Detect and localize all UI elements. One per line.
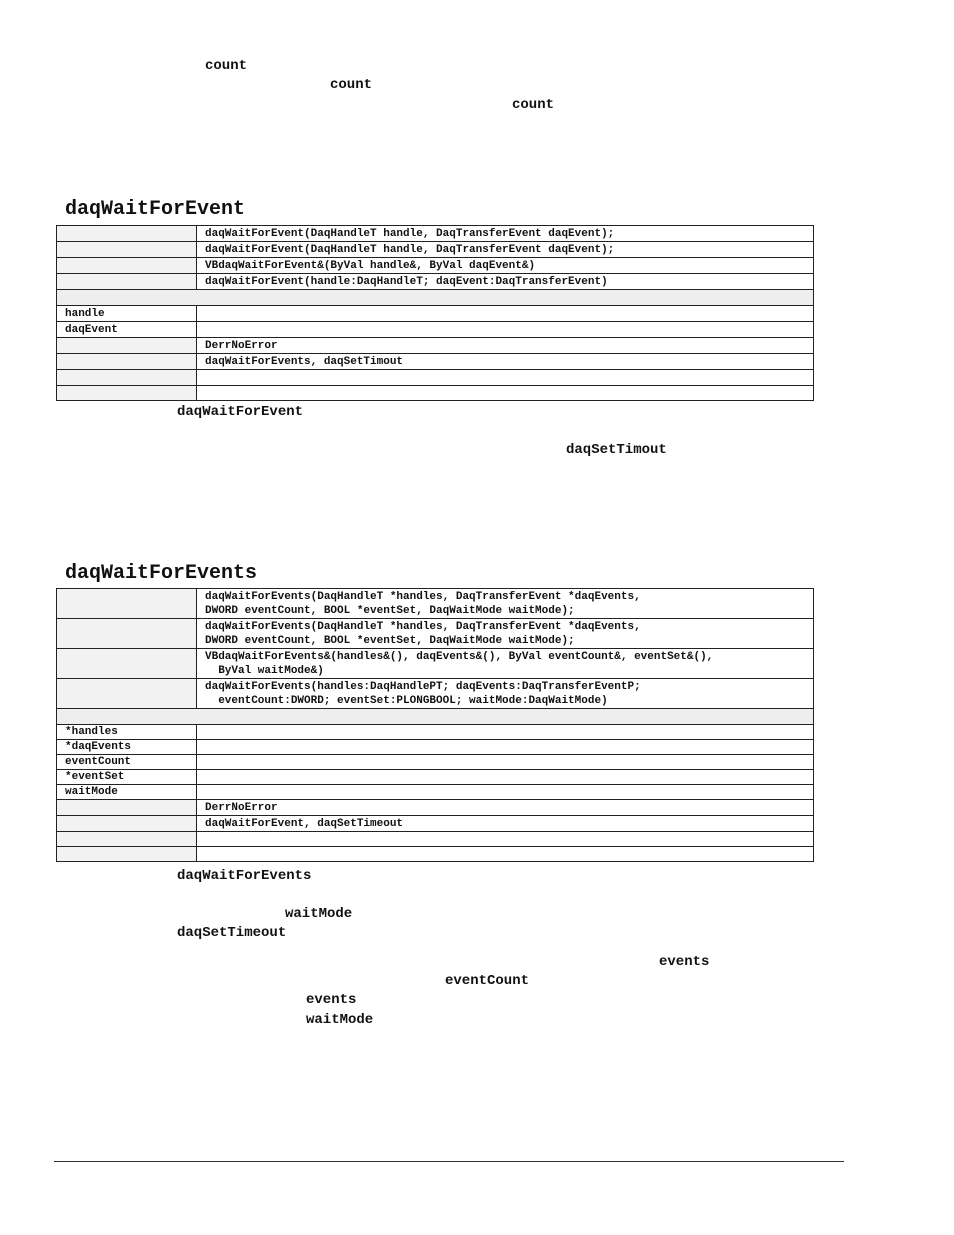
table-separator-row	[57, 290, 814, 306]
table-row	[57, 370, 814, 386]
row-label	[57, 649, 197, 679]
row-label	[57, 847, 197, 862]
table-row	[57, 679, 814, 709]
table-row	[57, 832, 814, 847]
table-row	[57, 619, 814, 649]
table-row	[57, 258, 814, 274]
row-label	[57, 816, 197, 832]
row-value	[197, 386, 814, 401]
row-label	[57, 226, 197, 242]
row-value: DerrNoError	[197, 800, 814, 816]
row-label	[57, 338, 197, 354]
row-value	[197, 370, 814, 386]
row-value	[197, 322, 814, 338]
param-label-eventCount: eventCount	[57, 755, 197, 770]
body-term-daqWaitForEvent: daqWaitForEvent	[177, 404, 304, 420]
body-term-daqSetTimout: daqSetTimout	[566, 442, 667, 458]
table-row	[57, 386, 814, 401]
body-term-daqWaitForEvents: daqWaitForEvents	[177, 868, 312, 884]
row-value	[197, 725, 814, 740]
row-value: daqWaitForEvent(handle:DaqHandleT; daqEvent:DaqTransferEvent)	[197, 274, 814, 290]
row-value	[197, 755, 814, 770]
body-term-waitMode-1: waitMode	[285, 906, 353, 922]
intro-term-count-1: count	[205, 58, 248, 74]
body-term-events-2: events	[306, 992, 357, 1008]
table-row	[57, 226, 814, 242]
row-label	[57, 370, 197, 386]
body-term-events-1: events	[659, 954, 710, 970]
table-row	[57, 649, 814, 679]
table-row	[57, 816, 814, 832]
row-value: daqWaitForEvents(DaqHandleT *handles, DaqTransferEvent *daqEvents, DWORD eventCount, BOOL *eventSet, DaqWaitMode waitMode);	[197, 589, 814, 619]
table-row	[57, 274, 814, 290]
param-label-waitMode: waitMode	[57, 785, 197, 800]
param-label-daqEvent: daqEvent	[57, 322, 197, 338]
row-label	[57, 679, 197, 709]
table-row	[57, 242, 814, 258]
row-value: DerrNoError	[197, 338, 814, 354]
separator-cell	[57, 709, 814, 725]
reference-table-daqWaitForEvents	[56, 588, 814, 862]
row-value	[197, 770, 814, 785]
row-value: daqWaitForEvents, daqSetTimout	[197, 354, 814, 370]
table-row	[57, 740, 814, 755]
table-row	[57, 306, 814, 322]
section-title-daqWaitForEvent: daqWaitForEvent	[65, 198, 246, 221]
row-label	[57, 258, 197, 274]
table-row	[57, 770, 814, 785]
section-title-daqWaitForEvents: daqWaitForEvents	[65, 562, 258, 585]
row-value	[197, 306, 814, 322]
row-label	[57, 589, 197, 619]
intro-term-count-2: count	[330, 77, 373, 93]
row-value: VBdaqWaitForEvents&(handles&(), daqEvents&(), ByVal eventCount&, eventSet&(), ByVal waitMode&)	[197, 649, 814, 679]
footer-divider	[54, 1161, 844, 1162]
row-value: daqWaitForEvent(DaqHandleT handle, DaqTransferEvent daqEvent);	[197, 242, 814, 258]
reference-table-daqWaitForEvent	[56, 225, 814, 401]
table-row	[57, 338, 814, 354]
row-value	[197, 785, 814, 800]
row-label	[57, 274, 197, 290]
row-label	[57, 619, 197, 649]
row-label	[57, 386, 197, 401]
intro-term-count-3: count	[512, 97, 555, 113]
table-row	[57, 755, 814, 770]
table-row	[57, 800, 814, 816]
body-term-waitMode-2: waitMode	[306, 1012, 374, 1028]
table-row	[57, 354, 814, 370]
row-label	[57, 832, 197, 847]
row-value: VBdaqWaitForEvent&(ByVal handle&, ByVal daqEvent&)	[197, 258, 814, 274]
table-row	[57, 847, 814, 862]
param-label-handle: handle	[57, 306, 197, 322]
row-label	[57, 354, 197, 370]
table-row	[57, 725, 814, 740]
row-value	[197, 847, 814, 862]
row-label	[57, 800, 197, 816]
table-row	[57, 589, 814, 619]
row-value: daqWaitForEvents(handles:DaqHandlePT; daqEvents:DaqTransferEventP; eventCount:DWORD; eventSet:PLONGBOOL; waitMode:DaqWaitMode)	[197, 679, 814, 709]
row-value	[197, 740, 814, 755]
param-label-eventSet: *eventSet	[57, 770, 197, 785]
body-term-eventCount: eventCount	[445, 973, 530, 989]
body-term-daqSetTimeout: daqSetTimeout	[177, 925, 287, 941]
param-label-daqEvents: *daqEvents	[57, 740, 197, 755]
table-row	[57, 322, 814, 338]
row-value	[197, 832, 814, 847]
table-separator-row	[57, 709, 814, 725]
row-value: daqWaitForEvents(DaqHandleT *handles, DaqTransferEvent *daqEvents, DWORD eventCount, BOOL *eventSet, DaqWaitMode waitMode);	[197, 619, 814, 649]
table-row	[57, 785, 814, 800]
row-value: daqWaitForEvent, daqSetTimeout	[197, 816, 814, 832]
separator-cell	[57, 290, 814, 306]
row-value: daqWaitForEvent(DaqHandleT handle, DaqTransferEvent daqEvent);	[197, 226, 814, 242]
param-label-handles: *handles	[57, 725, 197, 740]
row-label	[57, 242, 197, 258]
